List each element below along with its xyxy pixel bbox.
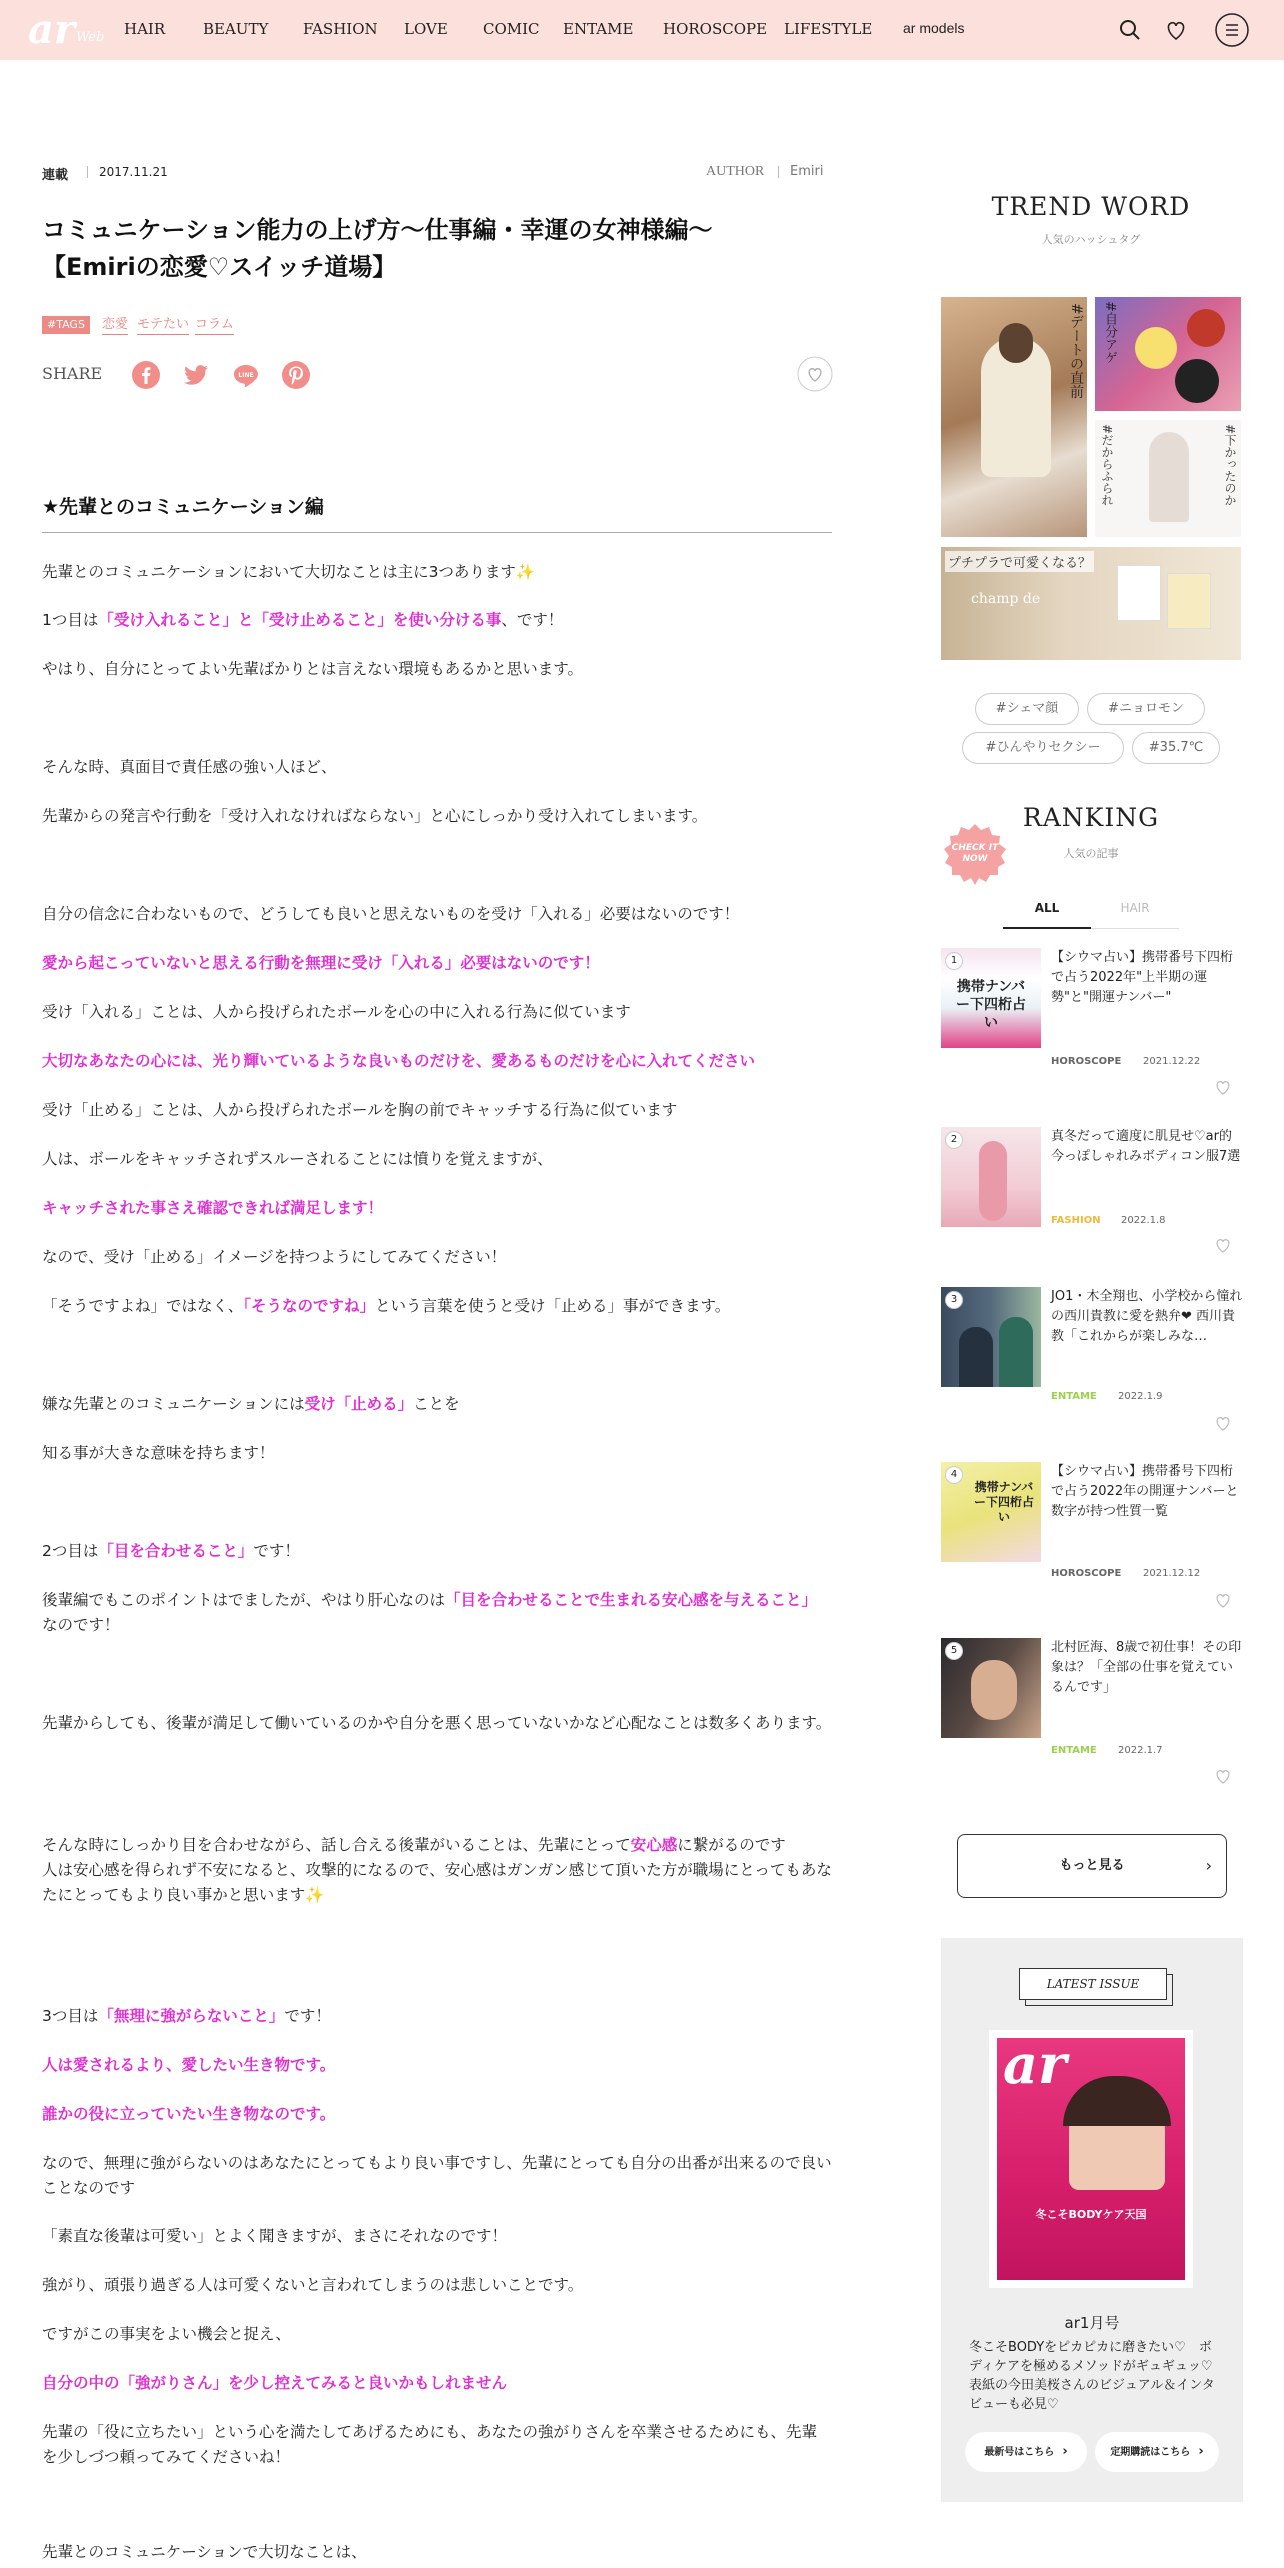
ranking-item-title[interactable]: 北村匠海、8歳で初仕事！その印象は？「全部の仕事を覚えているんです」 (1051, 1640, 1242, 1695)
ranking-thumbnail[interactable] (941, 1638, 1041, 1738)
hashtag-pill[interactable]: #ニョロモン (1087, 693, 1205, 725)
figure-head (999, 323, 1033, 363)
face-shape (971, 1660, 1017, 1720)
nav-comic[interactable]: COMIC (483, 20, 540, 38)
paragraph (42, 1294, 832, 1319)
ranking-item-title[interactable]: 【シウマ占い】携帯番号下四桁で占う2022年の開運ナンバーと数字が持つ性質一覧 (1051, 1464, 1239, 1519)
ranking-item-title[interactable]: 【シウマ占い】携帯番号下四桁で占う2022年"上半期の運勢"と"開運ナンバー" (1051, 950, 1234, 1005)
text: 1つ目は (42, 611, 99, 629)
text: ことを (413, 1395, 460, 1413)
text: なのです！ (42, 1616, 120, 1634)
trend-image-text: #下かったのか (1223, 424, 1237, 507)
tag-column[interactable]: コラム (195, 316, 234, 335)
hashtag-pill[interactable]: #35.7℃ (1132, 732, 1220, 764)
twitter-icon[interactable] (181, 360, 211, 390)
site-logo[interactable] (28, 8, 108, 52)
title-line-2: 【Emiriの恋愛♡スイッチ道場】 (42, 253, 397, 281)
favorite-heart-icon[interactable] (797, 356, 833, 392)
text: という言葉を使うと受け「止める」事ができます。 (374, 1297, 731, 1315)
text: 「そうですよね」ではなく、 (42, 1297, 244, 1315)
ranking-date: 2022.1.7 (1118, 1745, 1163, 1756)
chevron-right-icon: › (1198, 2444, 1204, 2459)
menu-icon[interactable] (1214, 12, 1250, 48)
ranking-item-title[interactable]: JO1・木全翔也、小学校から憧れの西川貴教に愛を熱弁❤ 西川貴教「これからが楽しみな… (1051, 1289, 1243, 1344)
subscribe-button-label: 定期購読はこちら (1110, 2447, 1191, 2458)
text: 人は安心感を得られず不安になると、攻撃的になるので、安心感はガンガン感じて頂いた方が職場にとってもあなたにとってもより良い事かと思います✨ (42, 1861, 832, 1904)
heart-icon[interactable] (1213, 1413, 1233, 1433)
text: 嫌な先輩とのコミュニケーションには (42, 1395, 305, 1413)
heart-icon[interactable] (1213, 1766, 1233, 1786)
ranking-category[interactable]: ENTAME (1051, 1745, 1097, 1756)
tag-motetai[interactable]: モテたい (137, 316, 189, 335)
figure-shape (979, 1141, 1007, 1221)
paragraph: 知る事が大きな意味を持ちます！ (42, 1444, 275, 1462)
subscribe-button[interactable] (1095, 2432, 1219, 2472)
heart-icon[interactable] (1160, 14, 1192, 46)
tab-all[interactable]: ALL (1003, 897, 1091, 929)
highlight-text: 「受け入れること」と「受け止めること」を使い分ける事 (98, 611, 502, 629)
paragraph: 先輩の「役に立ちたい」という心を満たしてあげるためにも、あなたの強がりさんを卒業させるためにも、先輩を少しづつ頼ってみてくださいね！ (42, 2423, 818, 2466)
cover-logo: ar (1003, 2032, 1067, 2096)
logo-sub: Web (76, 30, 105, 45)
paragraph (42, 1539, 832, 1564)
ranking-category[interactable]: HOROSCOPE (1051, 1568, 1122, 1579)
figure-shape (1149, 432, 1189, 522)
paragraph: 強がり、頑張り過ぎる人は可愛くないと言われてしまうのは悲しいことです。 (42, 2276, 584, 2294)
share-label: SHARE (42, 364, 103, 383)
cover-hair-shape (1063, 2076, 1171, 2126)
ranking-thumbnail[interactable] (941, 1127, 1041, 1227)
ranking-date: 2022.1.8 (1121, 1215, 1166, 1226)
rank-number: 5 (945, 1642, 963, 1660)
highlight-text: 受け「止める」 (304, 1395, 414, 1413)
ranking-title: RANKING (1022, 803, 1160, 832)
rank-number: 1 (945, 952, 963, 970)
search-icon[interactable] (1114, 14, 1146, 46)
nav-beauty[interactable]: BEAUTY (203, 20, 269, 38)
series-label[interactable]: 連載 (42, 168, 69, 183)
heart-icon[interactable] (1213, 1590, 1233, 1610)
highlight-text: 安心感 (630, 1836, 678, 1854)
ranking-thumbnail[interactable] (941, 948, 1041, 1048)
trend-image-text: #デートの直前 (1068, 303, 1084, 399)
trend-image-date[interactable] (941, 297, 1087, 537)
nav-fashion[interactable]: FASHION (303, 20, 378, 38)
latest-issue-button-label: 最新号はこちら (984, 2447, 1055, 2458)
chevron-right-icon: › (1205, 1856, 1212, 1875)
text: 後輩編でもこのポイントはでましたが、やはり肝心なのは (42, 1591, 446, 1609)
heart-icon[interactable] (1213, 1077, 1233, 1097)
tags-label: #TAGS (42, 316, 90, 334)
article-title (42, 212, 842, 286)
paragraph: 受け「止める」ことは、人から投げられたボールを胸の前でキャッチする行為に似ています (42, 1101, 678, 1119)
trend-image-text: プチプラで可愛くなる？ (945, 551, 1094, 572)
thumb-text: 携帯ナンバー下四桁占い (956, 979, 1026, 1031)
site-header (0, 0, 1284, 60)
ranking-category[interactable]: HOROSCOPE (1051, 1056, 1122, 1067)
text: 2つ目は (42, 1542, 99, 1560)
paragraph: なので、受け「止める」イメージを持つようにしてみてください！ (42, 1248, 507, 1266)
paragraph: 受け「入れる」ことは、人から投げられたボールを心の中に入れる行為に似ています (42, 1003, 631, 1021)
hashtag-pill[interactable]: #シェマ顔 (975, 693, 1079, 725)
paragraph: 先輩とのコミュニケーションにおいて大切なことは主に3つあります✨ (42, 563, 536, 581)
donut-shape (1187, 309, 1225, 347)
author-divider (778, 166, 779, 178)
line-icon[interactable] (231, 360, 261, 390)
rank-number: 4 (945, 1466, 963, 1484)
figure-shape (999, 1317, 1033, 1387)
thumb-text: 携帯ナンバー下四桁占い (973, 1480, 1034, 1524)
ranking-date: 2021.12.12 (1143, 1568, 1201, 1579)
facebook-icon[interactable] (131, 360, 161, 390)
magazine-issue: ar1月号 (1064, 2314, 1120, 2332)
nav-lifestyle[interactable]: LIFESTYLE (784, 20, 873, 38)
text: に繋がるのです (677, 1836, 786, 1854)
card-shape (1167, 573, 1211, 629)
text: 3つ目は (42, 2007, 99, 2025)
article-date: 2017.11.21 (99, 165, 168, 179)
more-button[interactable] (957, 1834, 1227, 1898)
paragraph (42, 1588, 832, 1638)
nav-love[interactable]: LOVE (404, 20, 448, 38)
trend-image-petit[interactable] (941, 547, 1241, 660)
trend-word-subtitle: 人気のハッシュタグ (1041, 233, 1141, 246)
section-heading: ★先輩とのコミュニケーション編 (42, 496, 324, 518)
ranking-thumbnail[interactable] (941, 1287, 1041, 1387)
highlight-text: 「無理に強がらないこと」 (98, 2007, 285, 2025)
ranking-date: 2021.12.22 (1143, 1056, 1201, 1067)
badge-text: CHECK IT NOW (951, 843, 999, 864)
card-shape (1117, 565, 1161, 621)
figure-shape (959, 1327, 993, 1387)
logo-text: ar (28, 6, 75, 53)
more-button-label: もっと見る (1059, 1858, 1125, 1873)
ranking-date: 2022.1.9 (1118, 1391, 1163, 1402)
nav-horoscope[interactable]: HOROSCOPE (663, 20, 768, 38)
paragraph: 先輩からしても、後輩が満足して働いているのかや自分を悪く思っていないかなど心配なことは数多くあります。 (42, 1714, 832, 1732)
text: そんな時にしっかり目を合わせながら、話し合える後輩がいることは、先輩にとって (42, 1836, 631, 1854)
svg-text:LINE: LINE (238, 372, 254, 379)
paragraph: 先輩からの発言や行動を「受け入れなければならない」と心にしっかり受け入れてしまいます。 (42, 807, 708, 825)
meta-divider (87, 166, 88, 178)
highlight-text: 「目を合わせること」 (98, 1542, 254, 1560)
trend-word-title: TREND WORD (991, 192, 1191, 221)
section-divider (42, 532, 832, 533)
highlight-paragraph: 人は愛されるより、愛したい生き物です。 (42, 2056, 336, 2074)
paragraph (42, 1392, 832, 1417)
ranking-category[interactable]: ENTAME (1051, 1391, 1097, 1402)
rank-number: 2 (945, 1131, 963, 1149)
cover-headline: 冬こそBODYケア天国 (1035, 2208, 1147, 2221)
text: です！ (253, 1542, 300, 1560)
highlight-paragraph: 愛から起こっていないと思える行動を無理に受け「入れる」必要はないのです！ (42, 954, 600, 972)
text: 、です！ (501, 611, 564, 629)
chevron-right-icon: › (1062, 2444, 1068, 2459)
magazine-cover[interactable] (989, 2030, 1193, 2288)
ranking-thumbnail[interactable] (941, 1462, 1041, 1562)
hashtag-pill[interactable]: #ひんやりセクシー (962, 732, 1124, 764)
author-name[interactable]: Emiri (790, 164, 824, 179)
paragraph: 「素直な後輩は可愛い」とよく聞きますが、まさにそれなのです！ (42, 2227, 508, 2245)
paragraph: ですがこの事実をよい機会と捉え、 (42, 2325, 291, 2343)
paragraph (42, 2004, 832, 2029)
trend-image-text: #だからふられ (1100, 424, 1114, 507)
rank-number: 3 (945, 1291, 963, 1309)
donut-shape (1175, 359, 1219, 403)
highlight-paragraph: 誰かの役に立っていたい生き物なのです。 (42, 2105, 336, 2123)
pinterest-icon[interactable] (281, 360, 311, 390)
cover-art (997, 2032, 1185, 2280)
highlight-paragraph: 大切なあなたの心には、光り輝いているような良いものだけを、愛あるものだけを心に入れてください (42, 1052, 756, 1070)
trend-image-self[interactable] (1095, 297, 1241, 411)
highlight-text: 「目を合わせることで生まれる安心感を与えること」 (445, 1591, 818, 1609)
trend-image-dumped[interactable] (1095, 420, 1241, 537)
latest-issue-label: LATEST ISSUE (1019, 1968, 1167, 2000)
author-label: AUTHOR (706, 164, 765, 179)
nav-ar-models[interactable]: ar models (903, 20, 965, 36)
paragraph (42, 1833, 832, 1908)
paragraph: なので、無理に強がらないのはあなたにとってもより良い事ですし、先輩にとっても自分の出番が出来るので良いことなのです (42, 2154, 832, 2197)
ranking-item-title[interactable]: 真冬だって適度に肌見せ♡ar的今っぽしゃれみボディコン服7選 (1051, 1129, 1241, 1164)
donut-shape (1135, 327, 1177, 369)
highlight-paragraph: 自分の中の「強がりさん」を少し控えてみると良いかもしれません (42, 2374, 508, 2392)
nav-hair[interactable]: HAIR (124, 20, 166, 38)
paragraph: 先輩とのコミュニケーションで大切なことは、 (42, 2543, 367, 2561)
heart-icon[interactable] (1213, 1235, 1233, 1255)
ranking-category[interactable]: FASHION (1051, 1215, 1101, 1226)
trend-image-text: champ de (971, 591, 1041, 607)
text: です！ (284, 2007, 331, 2025)
tag-love[interactable]: 恋愛 (102, 316, 128, 335)
tab-hair[interactable]: HAIR (1091, 897, 1179, 929)
latest-issue-box (941, 1938, 1243, 2502)
highlight-text: 「そうなのですね」 (243, 1297, 375, 1315)
paragraph: 自分の信念に合わないもので、どうしても良いと思えないものを受け「入れる」必要はないのです！ (42, 905, 740, 923)
title-line-1: コミュニケーション能力の上げ方～仕事編・幸運の女神様編～ (42, 216, 713, 244)
magazine-description: 冬こそBODYをピカピカに磨きたい♡ ボディケアを極めるメソッドがギュギュッ♡ 表紙の今田美桜さんのビジュアル＆インタビューも必見♡ (969, 2340, 1215, 2412)
nav-entame[interactable]: ENTAME (563, 20, 634, 38)
paragraph: そんな時、真面目で責任感の強い人ほど、 (42, 758, 337, 776)
paragraph: やはり、自分にとってよい先輩ばかりとは言えない環境もあるかと思います。 (42, 660, 583, 678)
paragraph: 人は、ボールをキャッチされずスルーされることには憤りを覚えますが、 (42, 1150, 553, 1168)
ranking-subtitle: 人気の記事 (1063, 847, 1119, 860)
highlight-paragraph: キャッチされた事さえ確認できれば満足します！ (42, 1199, 384, 1217)
latest-issue-button[interactable] (965, 2432, 1087, 2472)
paragraph (42, 608, 832, 633)
trend-image-text: #自分アゲ (1102, 301, 1117, 364)
